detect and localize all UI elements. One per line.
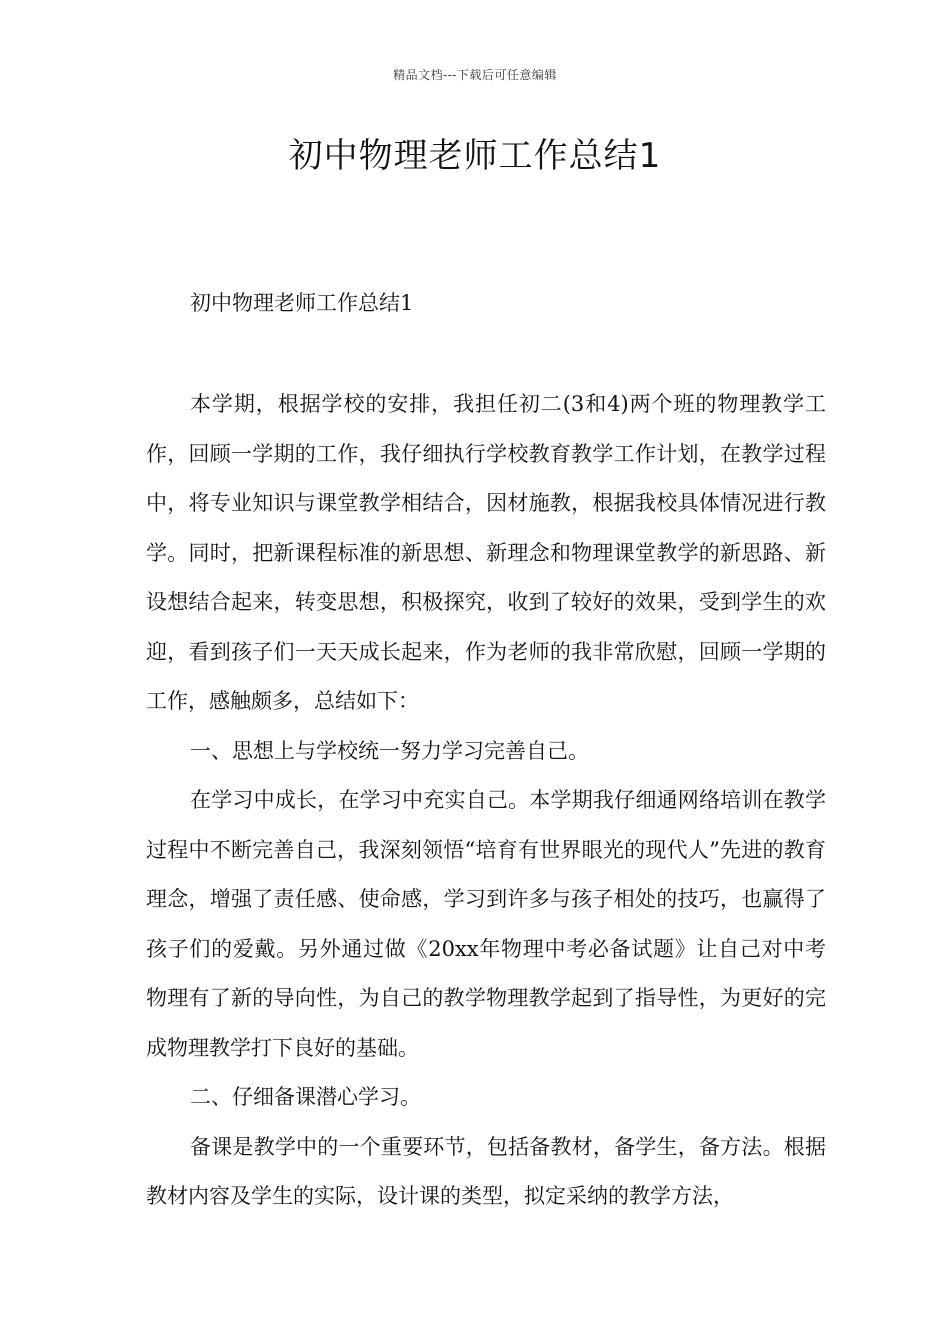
header-note: 精品文档---下载后可任意编辑 [393, 68, 557, 82]
document-body [146, 380, 826, 1222]
paragraph-section-2: 备课是教学中的一个重要环节，包括备教材，备学生，备方法。根据教材内容及学生的实际，设计课的类型，拟定采纳的教学方法， [146, 1134, 826, 1208]
section-heading-2: 二、仔细备课潜心学习。 [190, 1085, 421, 1109]
document-subtitle: 初中物理老师工作总结1 [190, 291, 414, 315]
document-title: 初中物理老师工作总结1 [288, 136, 662, 176]
section-heading-1: 一、思想上与学校统一努力学习完善自己。 [190, 738, 589, 763]
paragraph-intro: 本学期，根据学校的安排，我担任初二(3和4)两个班的物理教学工作，回顾一学期的工作，我仔细执行学校教育教学工作计划，在教学过程中，将专业知识与课堂教学相结合，因材施教，根据我校具体情况进行教学。同时，把新课程标准的新思想、新理念和物理课堂教学的新思路、新设想结合起来，转变思想，积极探究，收到了较好的效果，受到学生的欢迎，看到孩子们一天天成长起来，作为老师的我非常欣慰，回顾一学期的工作，感触颇多，总结如下： [146, 392, 826, 713]
paragraph-section-1: 在学习中成长，在学习中充实自己。本学期我仔细通网络培训在教学过程中不断完善自己，我深刻领悟“培育有世界眼光的现代人”先进的教育理念，增强了责任感、使命感，学习到许多与孩子相处的技巧，也赢得了孩子们的爱戴。另外通过做《20xx年物理中考必备试题》让自己对中考物理有了新的导向性，为自己的教学物理教学起到了指导性，为更好的完成物理教学打下良好的基础。 [146, 788, 826, 1060]
